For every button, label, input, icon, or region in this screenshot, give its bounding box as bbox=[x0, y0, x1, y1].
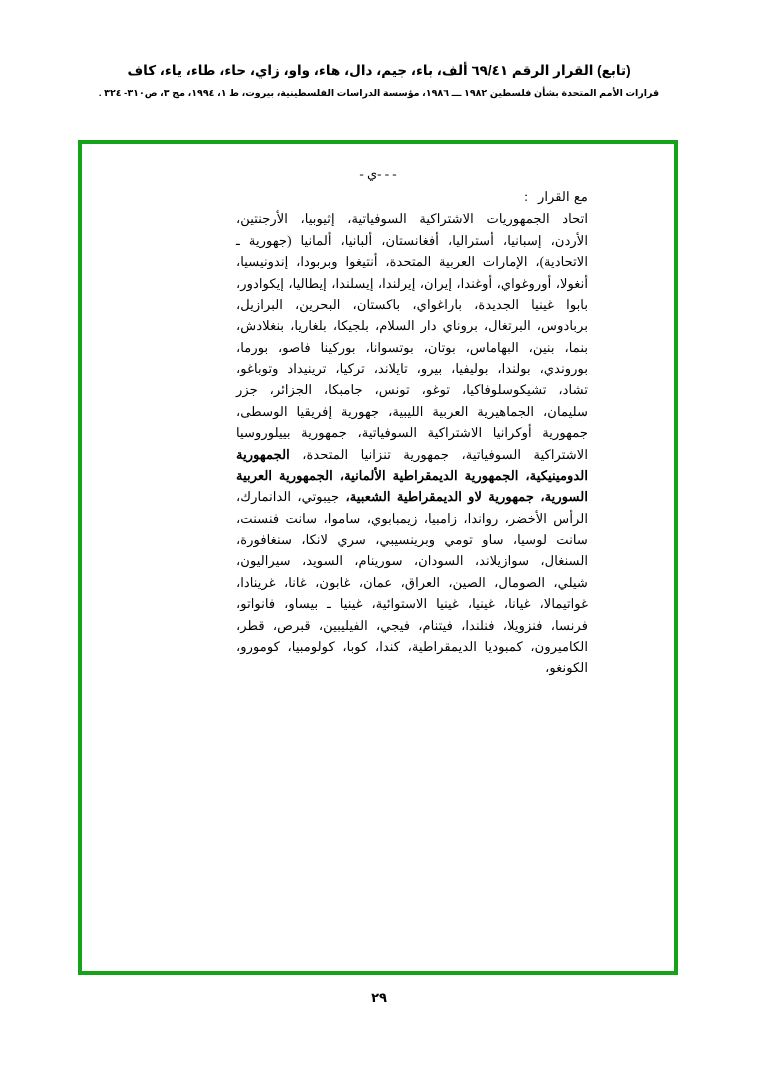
country-list-part-two: جيبوتي، الدانمارك، الرأس الأخضر، رواندا، زامبيا، زيمبابوي، ساموا، سانت فنسنت، سانت لوسيا، ساو تومي وبرينسيبي، سري لانكا، سنغافورة، السنغال، سوازيلاند، السودان، سورينام، السويد، سيراليون، شيلي، الصومال، الصين، العراق، عمان، غابون، غانا، غرينادا، غواتيمالا، غيانا، غينيا، غينيا الاستوائية، غينيا ـ بيساو، فانواتو، فرنسا، فنزويلا، فنلندا، فيتنام، فيجي، الفيليبين، قبرص، قطر، الكاميرون، كمبوديا الديمقراطية، كندا، كوبا، كولومبيا، كومورو، الكونغو، bbox=[236, 489, 588, 676]
country-list-bold-part: الجمهورية الدومينيكية، الجمهورية الديمقراطية الألمانية، الجمهورية العربية السورية، جمهورية لاو الديمقراطية الشعبية، bbox=[236, 446, 588, 505]
vote-lead-label: مع القرار bbox=[537, 189, 588, 204]
header-title: (تابع) القرار الرقم ٦٩/٤١ ألف، باء، جيم، دال، هاء، واو، زاي، حاء، طاء، ياء، كاف bbox=[127, 63, 631, 78]
country-list-part-one: اتحاد الجمهوريات الاشتراكية السوفياتية، إثيوبيا، الأرجنتين، الأردن، إسبانيا، أستراليا، أفغانستان، ألبانيا، ألمانيا (جهورية ـ الاتحادية)، الإمارات العربية المتحدة، أنتيغوا وبربودا، إندونيسيا، أنغولا، أوروغواي، أوغندا، إيران، إيرلندا، إيسلندا، إيطاليا، إيكوادور، بابوا غينيا الجديدة، باراغواي، باكستان، البحرين، البرازيل، بربادوس، البرتغال، بروناي دار السلام، بلجيكا، بلغاريا، بنغلادش، بنما، بنين، البهاماس، بوتان، بوتسوانا، بوركينا فاصو، بورما، بوروندي، بولندا، بوليفيا، بيرو، تايلاند، تركيا، ترينيداد وتوباغو، تشاد، تشيكوسلوفاكيا، توغو، تونس، جامبكا، الجزائر، جزر سليمان، الجماهيرية العربية الليبية، جهورية إفريقيا الوسطى، جمهورية أوكرانيا الاشتراكية السوفياتية، جمهورية بييلوروسيا الاشتراكية السوفياتية، جمهورية تنزانيا المتحدة، bbox=[236, 211, 588, 462]
dash-separator: - - -ي - bbox=[359, 166, 397, 181]
vote-lead-colon: : bbox=[524, 189, 528, 204]
vote-country-list bbox=[236, 208, 588, 678]
page-number: ٢٩ bbox=[371, 990, 387, 1005]
resolution-vote-block bbox=[236, 186, 588, 679]
page-header bbox=[0, 62, 758, 99]
header-source-citation: قرارات الأمم المتحدة بشأن فلسطين ١٩٨٢ ـــ ١٩٨٦، مؤسسة الدراسات الفلسطينية، بيروت، ط ١، ١٩٩٤، مج ٣، ص٣١٠- ٣٢٤ . bbox=[98, 87, 660, 99]
green-content-frame bbox=[78, 140, 678, 975]
content-area bbox=[82, 144, 674, 971]
vote-lead-row bbox=[236, 186, 588, 207]
